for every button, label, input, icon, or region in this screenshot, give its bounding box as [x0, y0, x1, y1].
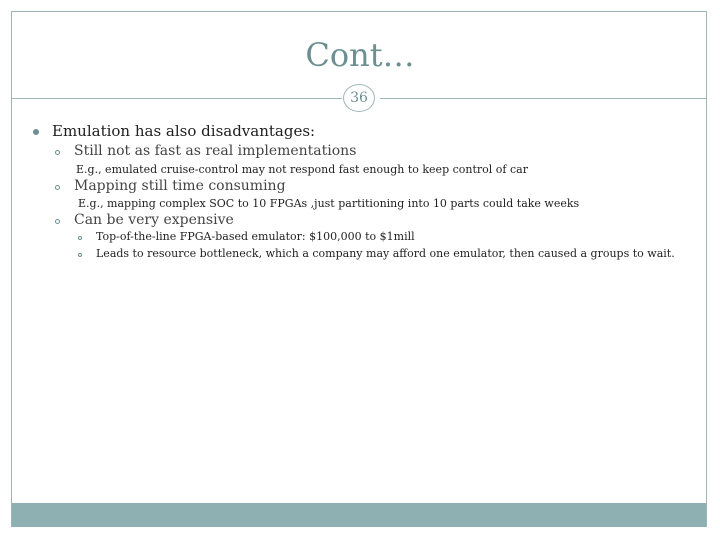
bullet-ring-icon: [55, 185, 60, 190]
bullet-sub-3: Can be very expensive: [74, 212, 234, 228]
bullet-ring-icon: [55, 219, 60, 224]
title-divider-right: [380, 98, 706, 99]
bullet-sub-1: Still not as fast as real implementations: [74, 143, 357, 159]
bullet-sub-2: Mapping still time consuming: [74, 178, 286, 194]
bullet-ring-icon: [55, 150, 60, 155]
page-number-badge: [343, 84, 375, 112]
bullet-dot-icon: [33, 129, 39, 135]
bullet-sub-2-detail: E.g., mapping complex SOC to 10 FPGAs ,just partitioning into 10 parts could take weeks: [78, 197, 580, 210]
bullet-main: Emulation has also disadvantages:: [52, 122, 316, 140]
slide-title: Cont…: [305, 36, 415, 74]
footer-bar: [12, 503, 706, 527]
bullet-sub-3-item-2: Leads to resource bottleneck, which a company may afford one emulator, then caused a groups to wait.: [96, 247, 675, 260]
bullet-small-ring-icon: [78, 253, 82, 257]
bullet-sub-1-detail: E.g., emulated cruise-control may not respond fast enough to keep control of car: [76, 163, 528, 176]
bullet-small-ring-icon: [78, 236, 82, 240]
page-number: 36: [350, 90, 368, 106]
title-divider-left: [12, 98, 342, 99]
bullet-sub-3-item-1: Top-of-the-line FPGA-based emulator: $100,000 to $1mill: [96, 230, 415, 243]
